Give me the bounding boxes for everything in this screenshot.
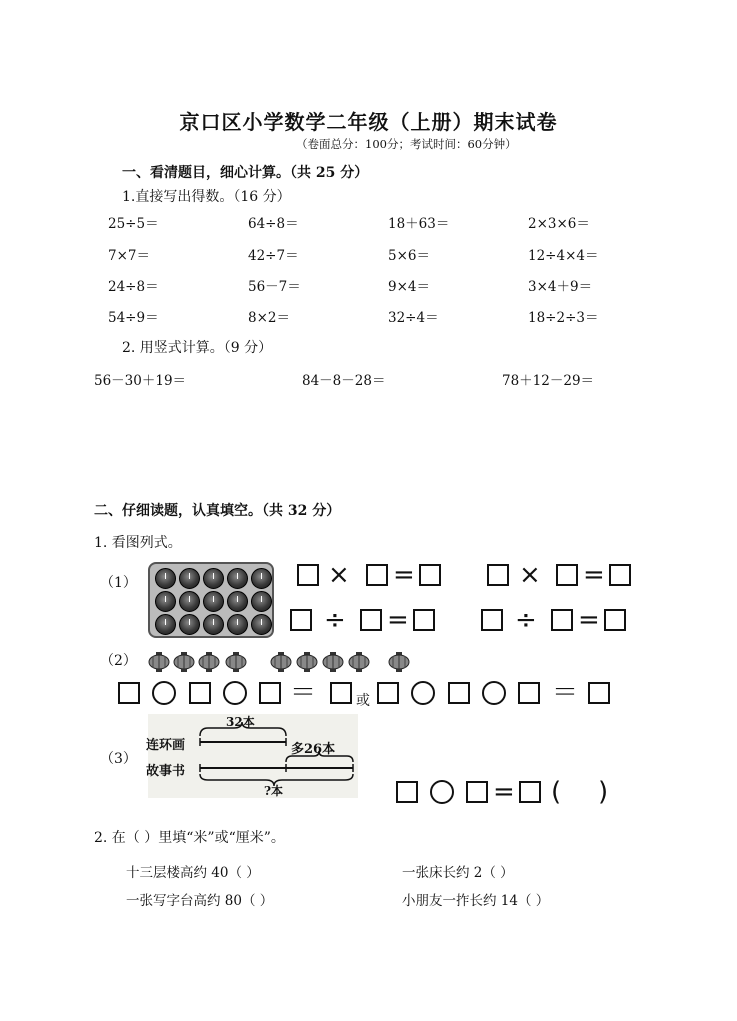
clock-icon [251, 568, 272, 589]
equals-sign: ＝ [290, 678, 317, 708]
section1-q1-title: 1.直接写出得数。（16 分） [122, 189, 291, 205]
equals-sign: = [578, 605, 600, 635]
divide-sign: ÷ [515, 605, 537, 635]
paren-open: ( [551, 777, 562, 807]
answer-box[interactable] [466, 781, 488, 803]
more-label: 多26本 [291, 742, 336, 757]
storybooks-row-label: 故事书 [146, 764, 186, 779]
question-label: ?本 [264, 784, 284, 798]
times-sign: × [519, 560, 541, 590]
paren-close: ) [598, 777, 609, 807]
calc-item: 25÷5＝ [108, 216, 159, 232]
page-subtitle: （卷面总分：100分；考试时间：60分钟） [296, 137, 517, 151]
lantern-icon [198, 652, 220, 672]
operator-circle[interactable] [223, 681, 247, 705]
clock-icon [155, 614, 176, 635]
section1-q2-title: 2. 用竖式计算。（9 分） [122, 340, 273, 356]
clock-icon [227, 614, 248, 635]
page-title: 京口区小学数学二年级（上册）期末试卷 [179, 110, 558, 134]
calc-item: 18＋63＝ [388, 216, 450, 232]
calc-item: 56－7＝ [248, 279, 301, 295]
answer-box[interactable] [419, 564, 441, 586]
clock-icon [203, 568, 224, 589]
clock-icon [251, 614, 272, 635]
problem-2-label: （2） [100, 653, 137, 669]
calc-item: 2×3×6＝ [528, 216, 590, 232]
clock-icon [251, 591, 272, 612]
answer-box[interactable] [609, 564, 631, 586]
comparison-diagram [148, 714, 358, 798]
section2-heading: 二、仔细读题，认真填空。（共 32 分） [94, 503, 341, 519]
section2-q2-title: 2. 在（ ）里填“米”或“厘米”。 [94, 830, 285, 846]
calc-item: 32÷4＝ [388, 310, 439, 326]
clock-icon [155, 591, 176, 612]
answer-box[interactable] [189, 682, 211, 704]
calc-item: 3×4＋9＝ [528, 279, 593, 295]
divide-sign: ÷ [324, 605, 346, 635]
clock-icon [203, 591, 224, 612]
calc-item: 5×6＝ [388, 248, 430, 264]
lantern-icon [388, 652, 410, 672]
operator-circle[interactable] [152, 681, 176, 705]
times-sign: × [328, 560, 350, 590]
calc-item: 18÷2÷3＝ [528, 310, 599, 326]
answer-box[interactable] [360, 609, 382, 631]
lantern-icon [322, 652, 344, 672]
vertical-calc-item: 78＋12－29＝ [502, 373, 595, 389]
operator-circle[interactable] [482, 681, 506, 705]
clock-icon [155, 568, 176, 589]
calc-item: 64÷8＝ [248, 216, 299, 232]
equals-sign: ＝ [552, 678, 579, 708]
clock-array-image [148, 562, 274, 638]
fill-unit-item: 小朋友一拃长约 14（ ） [402, 893, 550, 909]
answer-box[interactable] [330, 682, 352, 704]
answer-box[interactable] [518, 682, 540, 704]
lantern-icon [173, 652, 195, 672]
clock-icon [179, 614, 200, 635]
answer-box[interactable] [604, 609, 626, 631]
or-label: 或 [356, 693, 370, 709]
comics-row-label: 连环画 [146, 738, 186, 753]
problem-3-label: （3） [100, 751, 137, 767]
answer-box[interactable] [290, 609, 312, 631]
problem-1-label: （1） [100, 575, 137, 591]
lantern-icon [348, 652, 370, 672]
answer-box[interactable] [118, 682, 140, 704]
fill-unit-item: 一张写字台高约 80（ ） [126, 893, 274, 909]
answer-box[interactable] [297, 564, 319, 586]
answer-box[interactable] [588, 682, 610, 704]
answer-box[interactable] [448, 682, 470, 704]
operator-circle[interactable] [411, 681, 435, 705]
answer-box[interactable] [551, 609, 573, 631]
equals-sign: = [583, 560, 605, 590]
answer-box[interactable] [556, 564, 578, 586]
clock-icon [179, 591, 200, 612]
clock-icon [227, 591, 248, 612]
section1-heading: 一、看清题目，细心计算。（共 25 分） [122, 165, 369, 181]
lantern-icon [296, 652, 318, 672]
fill-unit-item: 一张床长约 2（ ） [402, 865, 514, 881]
equals-sign: = [493, 777, 515, 807]
calc-item: 8×2＝ [248, 310, 290, 326]
answer-box[interactable] [366, 564, 388, 586]
clock-icon [203, 614, 224, 635]
answer-box[interactable] [377, 682, 399, 704]
operator-circle[interactable] [430, 780, 454, 804]
calc-item: 24÷8＝ [108, 279, 159, 295]
answer-box[interactable] [487, 564, 509, 586]
lantern-icon [148, 652, 170, 672]
answer-box[interactable] [413, 609, 435, 631]
vertical-calc-item: 56－30＋19＝ [94, 373, 187, 389]
total-comics-label: 32本 [226, 715, 255, 729]
calc-item: 7×7＝ [108, 248, 150, 264]
calc-item: 42÷7＝ [248, 248, 299, 264]
lantern-icon [225, 652, 247, 672]
equals-sign: = [387, 605, 409, 635]
answer-box[interactable] [259, 682, 281, 704]
lantern-icon [270, 652, 292, 672]
calc-item: 54÷9＝ [108, 310, 159, 326]
clock-icon [227, 568, 248, 589]
fill-unit-item: 十三层楼高约 40（ ） [126, 865, 260, 881]
clock-icon [179, 568, 200, 589]
vertical-calc-item: 84－8－28＝ [302, 373, 386, 389]
section2-q1-title: 1. 看图列式。 [94, 535, 182, 551]
calc-item: 9×4＝ [388, 279, 430, 295]
answer-box[interactable] [396, 781, 418, 803]
answer-box[interactable] [519, 781, 541, 803]
answer-box[interactable] [481, 609, 503, 631]
equals-sign: = [393, 560, 415, 590]
calc-item: 12÷4×4＝ [528, 248, 599, 264]
